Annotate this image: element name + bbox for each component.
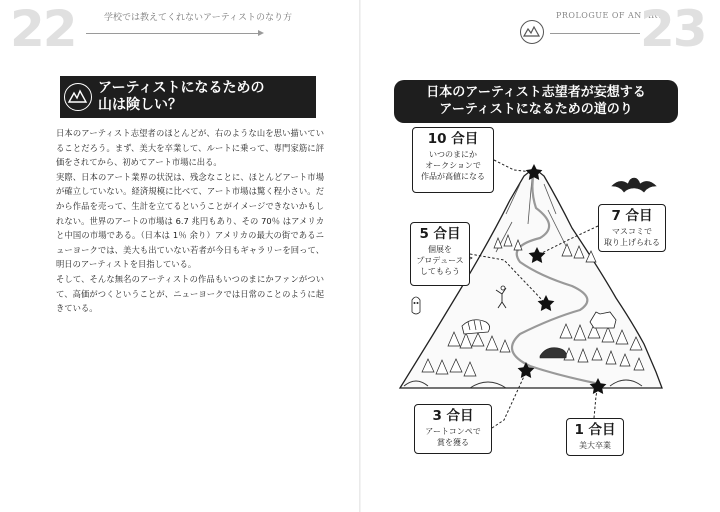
callout-line: 個展を (428, 245, 452, 254)
callout-level: 1 合目 (574, 422, 616, 438)
callout-7th-station (598, 204, 666, 252)
bat-icon (612, 178, 656, 192)
arrow-right-icon (258, 30, 264, 36)
paragraph: 実際、日本のアート業界の状況は、残念なことに、ほとんどアート市場が確立していない。経済規模に比べて、アート市場は驚く程小さい。だから作品を売って、生計を立てるということがイメージできないかもしれない。世界のアートの市場は 6.7 兆円もあり、その 70％ はアメリカと中国の市場である。（日本は 1％ 余り）アメリカの最大の街であるニューヨークでは、美大も出ていない若者が今日もギャラリーを回って、明日のアーティストを目指している。 (56, 171, 324, 270)
callout-line: 作品が高値になる (421, 172, 485, 181)
callout-line: いつのまにか (429, 150, 477, 159)
callout-line: アートコンペで (425, 427, 481, 436)
callout-line: プロデュース (416, 256, 464, 265)
heading-line-2: 山は険しい？ (98, 97, 182, 113)
mountain-logo-icon (520, 20, 544, 44)
callout-line: マスコミで (612, 227, 652, 236)
callout-line: 賞を獲る (437, 438, 469, 447)
heading-line-1: アーティストになるための (98, 80, 265, 96)
illustration-title (394, 80, 678, 123)
callout-5th-station (410, 222, 470, 286)
callout-line: してもらう (420, 267, 460, 276)
body-text (56, 126, 324, 316)
mountain-logo-icon (64, 83, 92, 111)
callout-1st-station (566, 418, 624, 456)
right-page-number: 23 (640, 0, 706, 58)
left-header-rule (86, 33, 262, 34)
callout-level: 10 合目 (427, 131, 479, 147)
paragraph: 日本のアーティスト志望者のほとんどが、右のような山を思い描いていることだろう。まず、美大を卒業して、ルートに乗って、専門家筋に評価をされてから、初めてアート市場に出る。 (56, 128, 324, 168)
left-running-title: 学校では教えてくれないアーティストのなり方 (104, 13, 293, 23)
left-page-number: 22 (10, 0, 76, 58)
section-heading (60, 76, 316, 118)
callout-line: 美大卒業 (579, 441, 611, 450)
callout-level: 3 合目 (432, 408, 474, 424)
title-line-1: 日本のアーティスト志望者が妄想する (426, 85, 646, 100)
owl-icon (412, 297, 420, 314)
title-line-2: アーティストになるための道のり (439, 102, 633, 117)
callout-line: オークションで (425, 161, 481, 170)
callout-10th-station (412, 127, 494, 193)
right-running-title: PROLOGUE OF AN ART (556, 11, 664, 20)
right-header-rule (550, 33, 640, 34)
page-gutter (359, 0, 361, 512)
callout-level: 5 合目 (419, 226, 461, 242)
callout-line: 取り上げられる (604, 238, 660, 247)
callout-level: 7 合目 (611, 208, 653, 224)
paragraph: そして、そんな無名のアーティストの作品もいつのまにかファンがついて、高価がつくということが、ニューヨークでは日常のことのように起きている。 (56, 273, 324, 314)
callout-3rd-station (414, 404, 492, 454)
